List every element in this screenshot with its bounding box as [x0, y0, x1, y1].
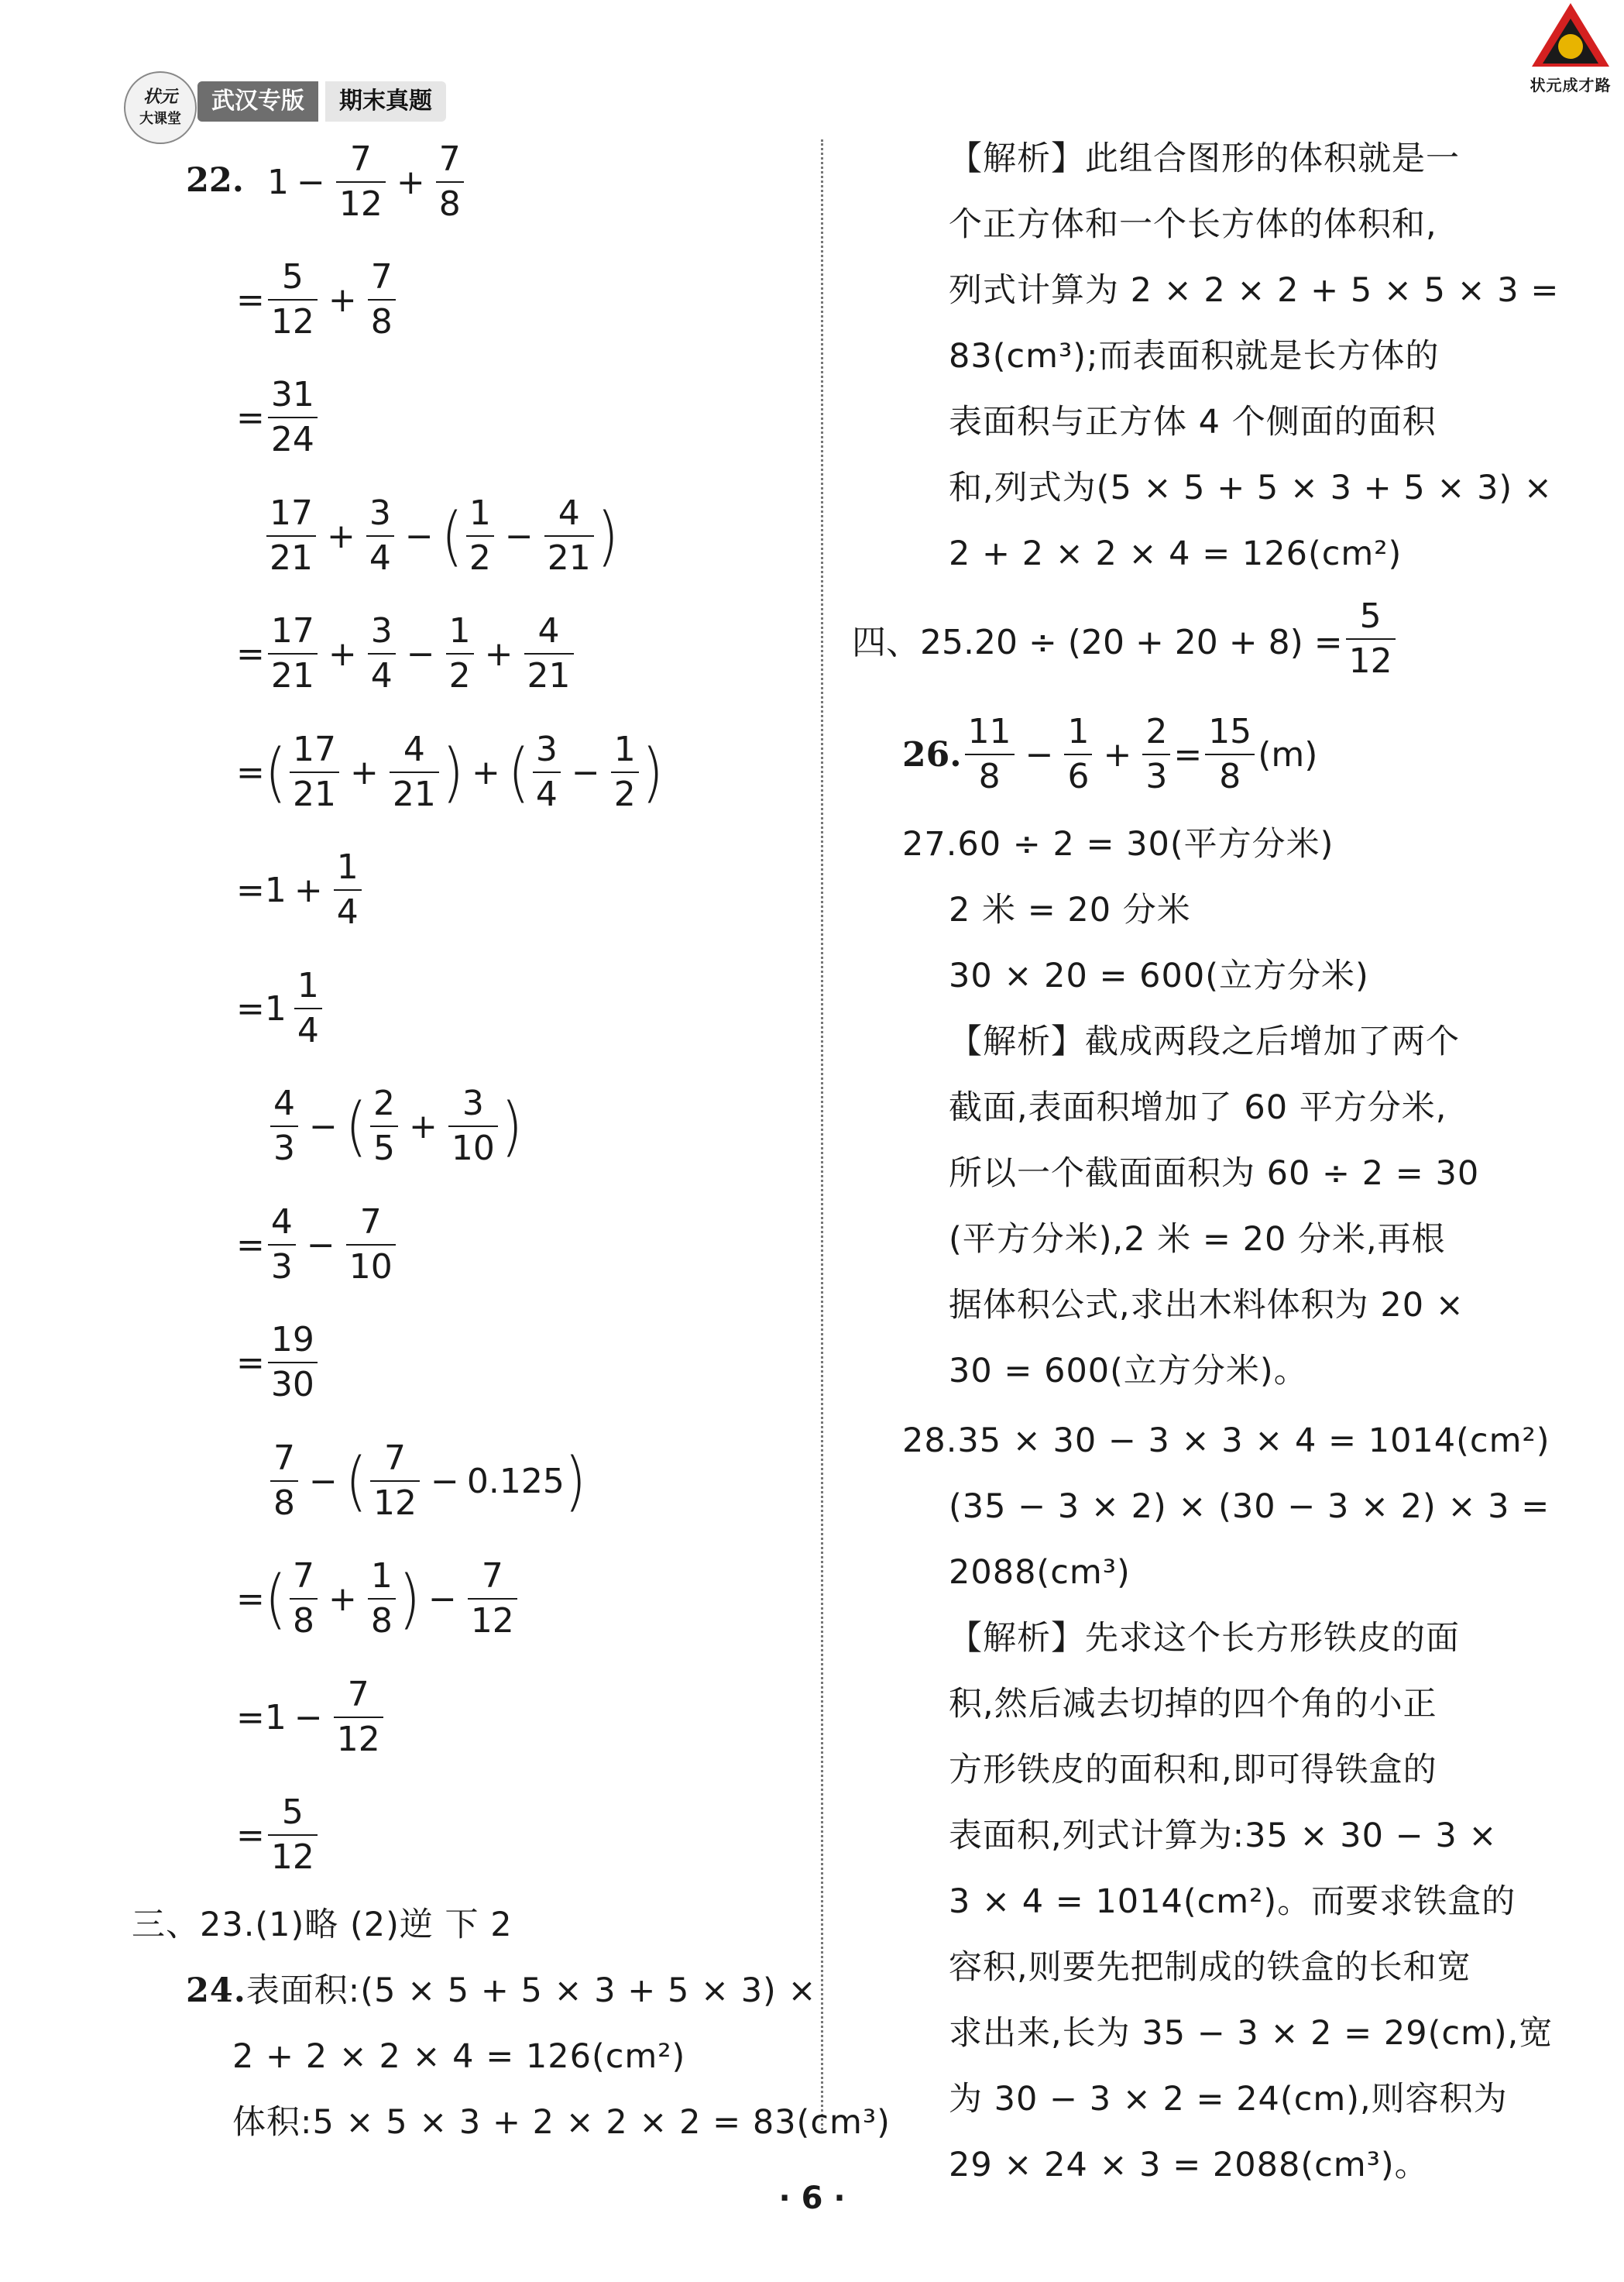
- operator: +: [396, 162, 425, 202]
- q27-line-2: 2 米 = 20 分米: [949, 891, 1191, 930]
- fraction: [268, 1318, 318, 1407]
- numerator: 7: [438, 139, 461, 179]
- fraction: [370, 1082, 398, 1170]
- numerator: 17: [270, 493, 313, 533]
- fraction: [390, 728, 439, 816]
- q28-line-12: 29 × 24 × 3 = 2088(cm³)。: [949, 2146, 1429, 2184]
- page-number: · 6 ·: [778, 2181, 846, 2216]
- denominator: 10: [451, 1129, 495, 1168]
- numerator: 7: [481, 1556, 503, 1596]
- denominator: 21: [270, 656, 314, 696]
- fraction: [1205, 710, 1255, 799]
- fraction: [266, 492, 316, 580]
- fraction: [1064, 710, 1092, 799]
- q27-line-9: 30 = 600(立方分米)。: [949, 1352, 1308, 1390]
- numerator: 4: [273, 1084, 295, 1123]
- q24-line-2: 2 + 2 × 2 × 4 = 126(cm²): [232, 2037, 686, 2076]
- analysis-24-line-3: 列式计算为 2 × 2 × 2 + 5 × 5 × 3 =: [949, 271, 1560, 310]
- q25-text: 四、25.20 ÷ (20 + 20 + 8) =: [852, 623, 1343, 662]
- right-paren: ): [641, 734, 664, 810]
- denominator: 21: [547, 538, 591, 578]
- denominator: 21: [392, 775, 436, 814]
- operator: +: [328, 280, 357, 320]
- numerator: 19: [270, 1320, 314, 1359]
- denominator: 2: [448, 656, 471, 696]
- operator: +: [328, 634, 357, 674]
- q28-line-2: (35 − 3 × 2) × (30 − 3 × 2) × 3 =: [949, 1487, 1550, 1526]
- denominator: 8: [370, 1601, 393, 1641]
- denominator: 3: [270, 1247, 293, 1287]
- denominator: 30: [270, 1365, 314, 1404]
- q22-expr-3: [267, 1082, 523, 1170]
- q28-line-11: 为 30 − 3 × 2 = 24(cm),则容积为: [949, 2080, 1508, 2119]
- q22-step-8: [236, 1318, 321, 1407]
- fraction: [290, 728, 339, 816]
- numerator: 1: [297, 966, 319, 1005]
- operator: =: [236, 397, 265, 438]
- operator: =: [236, 870, 265, 910]
- numerator: 7: [273, 1438, 295, 1478]
- left-paren: (: [441, 498, 463, 574]
- numerator: 1: [469, 493, 491, 533]
- fraction: [346, 1201, 396, 1289]
- left-paren: (: [345, 1443, 367, 1519]
- q22-step-4: [236, 728, 664, 816]
- denominator: 24: [270, 420, 314, 459]
- analysis-24-line-4: 83(cm³);而表面积就是长方体的: [949, 337, 1440, 376]
- brand-bottom: 大课堂: [139, 111, 181, 127]
- right-paren: ): [564, 1443, 586, 1519]
- fraction: [268, 256, 318, 344]
- numerator: 11: [967, 712, 1011, 751]
- denominator: 8: [273, 1483, 295, 1523]
- q22-step-2: [236, 373, 321, 462]
- fraction: [370, 1437, 420, 1525]
- fraction: [334, 1673, 383, 1761]
- fraction: [270, 1082, 298, 1170]
- numerator: 7: [383, 1438, 406, 1478]
- q22-step-5: [236, 846, 365, 934]
- numerator: 4: [537, 611, 560, 651]
- operator: =: [236, 634, 265, 674]
- q28-line-5: 积,然后减去切掉的四个角的小正: [949, 1685, 1437, 1724]
- operator: −: [294, 1697, 323, 1737]
- fraction: [466, 492, 494, 580]
- column-divider: [821, 139, 823, 2130]
- fraction: [448, 1082, 498, 1170]
- right-paren: ): [500, 1088, 523, 1164]
- q22-step-11: [236, 1791, 321, 1879]
- operator: −: [406, 634, 435, 674]
- denominator: 8: [292, 1601, 314, 1641]
- q28-line-9: 容积,则要先把制成的铁盒的长和宽: [949, 1948, 1471, 1987]
- numerator: 4: [270, 1202, 293, 1242]
- q24-text: 表面积:(5 × 5 + 5 × 3 + 5 × 3) ×: [245, 1971, 817, 2010]
- edition-tag: [197, 81, 318, 122]
- fraction: [1346, 595, 1396, 683]
- q26-answer: [902, 710, 1317, 799]
- q27-line-3: 30 × 20 = 600(立方分米): [949, 957, 1369, 995]
- operator: −: [306, 1225, 335, 1265]
- operator: =: [236, 988, 265, 1029]
- operator: +: [408, 1106, 438, 1146]
- numerator: 4: [558, 493, 580, 533]
- q28-line-6: 方形铁皮的面积和,即可得铁盒的: [949, 1751, 1437, 1789]
- operator: −: [309, 1106, 338, 1146]
- q27-line-8: 据体积公式,求出木料体积为 20 ×: [949, 1286, 1464, 1325]
- denominator: 12: [1348, 641, 1392, 681]
- operator: +: [294, 870, 323, 910]
- brand-logo: [124, 71, 197, 144]
- fraction: [1142, 710, 1170, 799]
- denominator: 12: [373, 1483, 417, 1523]
- q22-expr-2: [263, 492, 619, 580]
- fraction: [366, 492, 394, 580]
- operator: −: [430, 1461, 459, 1501]
- fraction: [268, 1791, 318, 1879]
- denominator: 6: [1067, 757, 1090, 796]
- operator: =: [236, 752, 265, 792]
- fraction: [368, 1555, 396, 1643]
- numerator: 5: [281, 257, 304, 297]
- q22-step-1: [236, 256, 399, 344]
- denominator: 3: [1145, 757, 1168, 796]
- denominator: 4: [535, 775, 558, 814]
- q24-label: 24.: [186, 1971, 246, 2010]
- fraction: [965, 710, 1015, 799]
- denominator: 2: [469, 538, 491, 578]
- fraction: [294, 964, 322, 1053]
- denominator: 12: [270, 302, 314, 342]
- numerator: 1: [1067, 712, 1090, 751]
- numerator: 4: [403, 730, 425, 769]
- analysis-24-line-1: 【解析】此组合图形的体积就是一: [949, 139, 1460, 178]
- triangle-emblem-icon: [1524, 0, 1617, 70]
- operator: −: [1025, 734, 1054, 775]
- fraction: [270, 1437, 298, 1525]
- denominator: 8: [438, 184, 461, 224]
- numerator: 5: [281, 1792, 304, 1832]
- numerator: 3: [462, 1084, 484, 1123]
- fraction: [468, 1555, 517, 1643]
- analysis-24-line-5: 表面积与正方体 4 个侧面的面积: [949, 403, 1437, 442]
- q26-unit: (m): [1258, 734, 1318, 775]
- operator: +: [327, 516, 355, 556]
- operator: =: [236, 1697, 265, 1737]
- numerator: 7: [292, 1556, 314, 1596]
- edition-text: 武汉专版: [211, 88, 304, 115]
- fraction: [524, 610, 574, 698]
- decimal-number: 0.125: [466, 1461, 565, 1501]
- numerator: 7: [370, 257, 393, 297]
- left-paren: (: [507, 734, 530, 810]
- denominator: 8: [978, 757, 1001, 796]
- analysis-24-line-6: 和,列式为(5 × 5 + 5 × 3 + 5 × 3) ×: [949, 469, 1553, 507]
- fraction: [533, 728, 561, 816]
- q22-expr-1: [267, 138, 467, 226]
- number: 1: [267, 162, 289, 202]
- operator: =: [236, 280, 265, 320]
- q27-line-7: (平方分米),2 米 = 20 分米,再根: [949, 1220, 1446, 1259]
- q22-expr-4: [267, 1437, 586, 1525]
- numerator: 31: [270, 375, 314, 414]
- denominator: 12: [336, 1720, 380, 1759]
- operator: −: [297, 162, 325, 202]
- q28-line-7: 表面积,列式计算为:35 × 30 − 3 ×: [949, 1816, 1498, 1855]
- fraction: [436, 138, 464, 226]
- q23-answer: 三、23.(1)略 (2)逆 下 2: [132, 1906, 513, 1944]
- number: 1: [264, 1697, 287, 1737]
- series-text: 期末真题: [339, 88, 432, 115]
- denominator: 21: [270, 538, 313, 578]
- operator: +: [484, 634, 513, 674]
- q27-line-5: 截面,表面积增加了 60 平方分米,: [949, 1088, 1447, 1127]
- operator: −: [571, 752, 600, 792]
- denominator: 5: [373, 1129, 395, 1168]
- right-paren: ): [441, 734, 464, 810]
- operator: =: [1173, 734, 1203, 775]
- brand-top: 状元: [142, 88, 177, 107]
- operator: −: [309, 1461, 338, 1501]
- denominator: 4: [336, 892, 359, 932]
- q27-line-1: 27.60 ÷ 2 = 30(平方分米): [902, 825, 1334, 864]
- q28-line-8: 3 × 4 = 1014(cm²)。而要求铁盒的: [949, 1882, 1516, 1921]
- publisher-logo: [1524, 0, 1617, 97]
- whole-part: 1: [264, 988, 287, 1029]
- q24-line-1: [186, 1968, 817, 2014]
- operator: −: [504, 516, 534, 556]
- fraction: [268, 1201, 296, 1289]
- numerator: 3: [370, 611, 393, 651]
- q27-line-4: 【解析】截成两段之后增加了两个: [949, 1022, 1460, 1061]
- fraction: [368, 610, 396, 698]
- left-paren: (: [264, 1561, 287, 1637]
- operator: =: [236, 1225, 265, 1265]
- denominator: 4: [370, 656, 393, 696]
- fraction: [290, 1555, 318, 1643]
- denominator: 3: [273, 1129, 295, 1168]
- numerator: 7: [347, 1675, 369, 1714]
- denominator: 12: [270, 1837, 314, 1877]
- right-paren: ): [596, 498, 619, 574]
- q22-step-7: [236, 1201, 399, 1289]
- q27-line-6: 所以一个截面面积为 60 ÷ 2 = 30: [949, 1154, 1480, 1193]
- numerator: 1: [336, 847, 359, 887]
- operator: =: [236, 1815, 265, 1855]
- numerator: 1: [370, 1556, 393, 1596]
- numerator: 5: [1359, 596, 1382, 636]
- fraction: [368, 256, 396, 344]
- publisher-name: 状元成才路: [1530, 76, 1612, 95]
- operator: =: [236, 1342, 265, 1383]
- q26-label: 26.: [902, 734, 962, 775]
- q28-line-10: 求出来,长为 35 − 3 × 2 = 29(cm),宽: [949, 2014, 1554, 2053]
- q22-step-3: [236, 610, 577, 698]
- numerator: 3: [369, 493, 391, 533]
- denominator: 8: [1219, 757, 1241, 796]
- numerator: 2: [373, 1084, 395, 1123]
- numerator: 7: [349, 139, 372, 179]
- fraction: [611, 728, 639, 816]
- operator: +: [471, 752, 500, 792]
- operator: −: [427, 1579, 457, 1619]
- fraction: [268, 373, 318, 462]
- fraction: [268, 610, 318, 698]
- denominator: 21: [292, 775, 336, 814]
- left-paren: (: [345, 1088, 367, 1164]
- denominator: 4: [297, 1011, 319, 1050]
- numerator: 3: [535, 730, 558, 769]
- q24-line-3: 体积:5 × 5 × 3 + 2 × 2 × 2 = 83(cm³): [232, 2103, 891, 2142]
- denominator: 8: [370, 302, 393, 342]
- operator: −: [404, 516, 434, 556]
- numerator: 17: [292, 730, 336, 769]
- numerator: 1: [613, 730, 636, 769]
- fraction: [446, 610, 474, 698]
- denominator: 4: [369, 538, 391, 578]
- operator: +: [328, 1579, 357, 1619]
- mixed-number: [265, 964, 325, 1053]
- operator: =: [236, 1579, 265, 1619]
- numerator: 15: [1208, 712, 1252, 751]
- number: 1: [264, 870, 287, 910]
- denominator: 21: [527, 656, 571, 696]
- analysis-24-line-2: 个正方体和一个长方体的体积和,: [949, 205, 1437, 244]
- denominator: 12: [470, 1601, 514, 1641]
- q28-line-1: 28.35 × 30 − 3 × 3 × 4 = 1014(cm²): [902, 1421, 1550, 1460]
- numerator: 2: [1145, 712, 1168, 751]
- operator: +: [1103, 734, 1132, 775]
- numerator: 7: [359, 1202, 382, 1242]
- series-tag: [325, 81, 446, 122]
- numerator: 17: [270, 611, 314, 651]
- left-paren: (: [264, 734, 287, 810]
- right-paren: ): [398, 1561, 421, 1637]
- q22-label: 22.: [186, 161, 244, 200]
- q28-line-3: 2088(cm³): [949, 1553, 1131, 1592]
- denominator: 2: [613, 775, 636, 814]
- q22-step-10: [236, 1673, 386, 1761]
- fraction: [544, 492, 594, 580]
- analysis-24-line-7: 2 + 2 × 2 × 4 = 126(cm²): [949, 534, 1403, 573]
- denominator: 12: [338, 184, 383, 224]
- q28-line-4: 【解析】先求这个长方形铁皮的面: [949, 1619, 1460, 1658]
- fraction: [334, 846, 362, 934]
- operator: +: [349, 752, 379, 792]
- numerator: 1: [448, 611, 471, 651]
- q22-step-6: [236, 964, 325, 1053]
- q25-answer: [852, 595, 1399, 683]
- fraction: [336, 138, 386, 226]
- denominator: 10: [348, 1247, 393, 1287]
- q22-step-9: [236, 1555, 520, 1643]
